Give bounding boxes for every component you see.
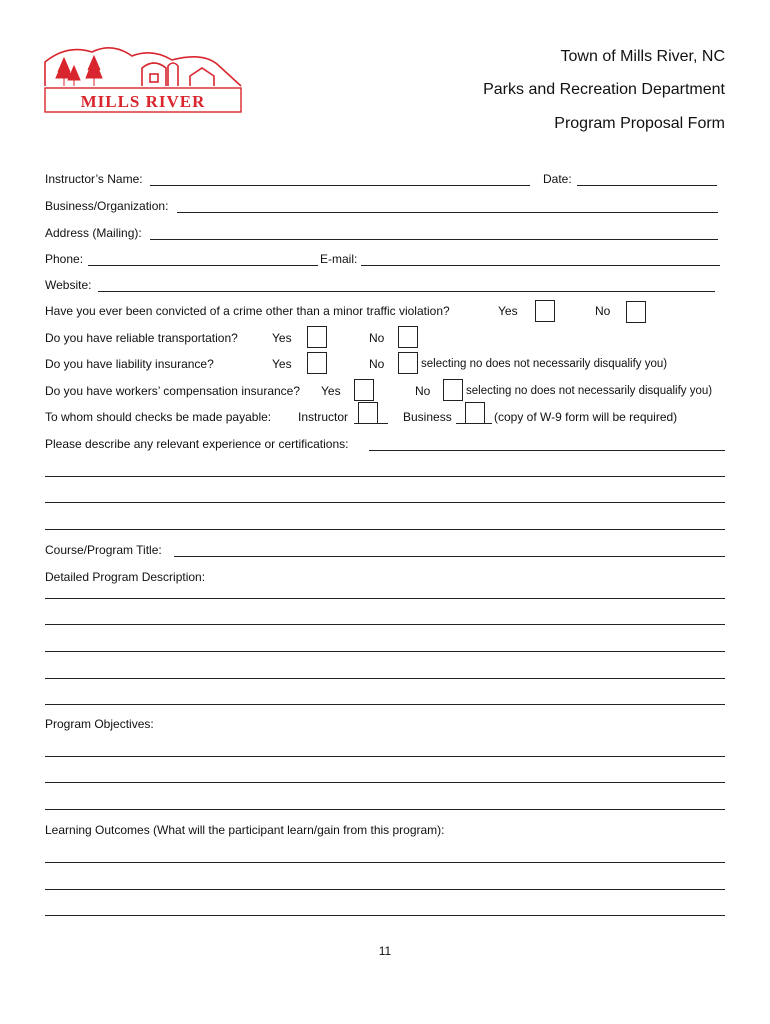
email-label: E-mail: bbox=[320, 252, 358, 266]
liability-yes-label: Yes bbox=[272, 357, 292, 371]
address-label: Address (Mailing): bbox=[45, 226, 142, 240]
description-line-2[interactable] bbox=[45, 624, 725, 625]
checks-instructor-label: Instructor bbox=[298, 410, 349, 424]
workers-question: Do you have workers’ compensation insurance? bbox=[45, 384, 301, 398]
crime-yes-checkbox[interactable] bbox=[535, 300, 555, 322]
course-title-field[interactable] bbox=[174, 556, 725, 557]
course-title-label: Course/Program Title: bbox=[45, 543, 162, 557]
objectives-label: Program Objectives: bbox=[45, 717, 154, 731]
description-line-3[interactable] bbox=[45, 651, 725, 652]
checks-business-checkbox[interactable] bbox=[465, 402, 485, 424]
workers-no-label: No bbox=[415, 384, 431, 398]
address-field[interactable] bbox=[150, 239, 718, 240]
workers-no-checkbox[interactable] bbox=[443, 379, 463, 401]
description-label: Detailed Program Description: bbox=[45, 570, 206, 584]
liability-no-label: No bbox=[369, 357, 385, 371]
checks-note: (copy of W-9 form will be required) bbox=[494, 410, 678, 424]
outcomes-line-3[interactable] bbox=[45, 915, 725, 916]
crime-yes-label: Yes bbox=[498, 304, 518, 318]
experience-line-1[interactable] bbox=[45, 476, 725, 477]
crime-no-label: No bbox=[595, 304, 611, 318]
transport-question: Do you have reliable transportation? bbox=[45, 331, 238, 345]
checks-business-label: Business bbox=[403, 410, 452, 424]
crime-no-checkbox[interactable] bbox=[626, 301, 646, 323]
workers-yes-label: Yes bbox=[321, 384, 341, 398]
experience-label: Please describe any relevant experience or certifications: bbox=[45, 437, 349, 451]
instructor-name-label: Instructor’s Name: bbox=[45, 172, 143, 186]
instructor-name-field[interactable] bbox=[150, 185, 530, 186]
description-line-4[interactable] bbox=[45, 678, 725, 679]
transport-no-checkbox[interactable] bbox=[398, 326, 418, 348]
crime-question: Have you ever been convicted of a crime other than a minor traffic violation? bbox=[45, 304, 450, 318]
objectives-line-3[interactable] bbox=[45, 809, 725, 810]
outcomes-label: Learning Outcomes (What will the participant learn/gain from this program): bbox=[45, 823, 445, 837]
transport-yes-label: Yes bbox=[272, 331, 292, 345]
checks-instructor-checkbox[interactable] bbox=[358, 402, 378, 424]
phone-field[interactable] bbox=[88, 265, 318, 266]
header-town: Town of Mills River, NC bbox=[560, 48, 725, 65]
description-line-1[interactable] bbox=[45, 598, 725, 599]
business-field[interactable] bbox=[177, 212, 718, 213]
page-number: 11 bbox=[378, 944, 392, 958]
experience-line-3[interactable] bbox=[45, 529, 725, 530]
description-line-5[interactable] bbox=[45, 704, 725, 705]
date-label: Date: bbox=[543, 172, 572, 186]
mills-river-logo-icon bbox=[42, 42, 244, 116]
website-field[interactable] bbox=[98, 291, 715, 292]
transport-yes-checkbox[interactable] bbox=[307, 326, 327, 348]
liability-question: Do you have liability insurance? bbox=[45, 357, 214, 371]
transport-no-label: No bbox=[369, 331, 385, 345]
header-department: Parks and Recreation Department bbox=[483, 81, 725, 98]
checks-question: To whom should checks be made payable: bbox=[45, 410, 272, 424]
mills-river-logo bbox=[42, 42, 244, 116]
outcomes-line-1[interactable] bbox=[45, 862, 725, 863]
workers-note: selecting no does not necessarily disqualify you) bbox=[466, 385, 713, 397]
outcomes-line-2[interactable] bbox=[45, 889, 725, 890]
objectives-line-1[interactable] bbox=[45, 756, 725, 757]
liability-no-checkbox[interactable] bbox=[398, 352, 418, 374]
business-label: Business/Organization: bbox=[45, 199, 169, 213]
experience-field[interactable] bbox=[369, 450, 725, 451]
liability-note: selecting no does not necessarily disqualify you) bbox=[421, 358, 668, 370]
email-field[interactable] bbox=[361, 265, 720, 266]
experience-line-2[interactable] bbox=[45, 502, 725, 503]
liability-yes-checkbox[interactable] bbox=[307, 352, 327, 374]
logo-text: MILLS RIVER bbox=[80, 92, 206, 111]
date-field[interactable] bbox=[577, 185, 717, 186]
phone-label: Phone: bbox=[45, 252, 84, 266]
workers-yes-checkbox[interactable] bbox=[354, 379, 374, 401]
objectives-line-2[interactable] bbox=[45, 782, 725, 783]
header-form-title: Program Proposal Form bbox=[554, 115, 725, 132]
website-label: Website: bbox=[45, 278, 92, 292]
